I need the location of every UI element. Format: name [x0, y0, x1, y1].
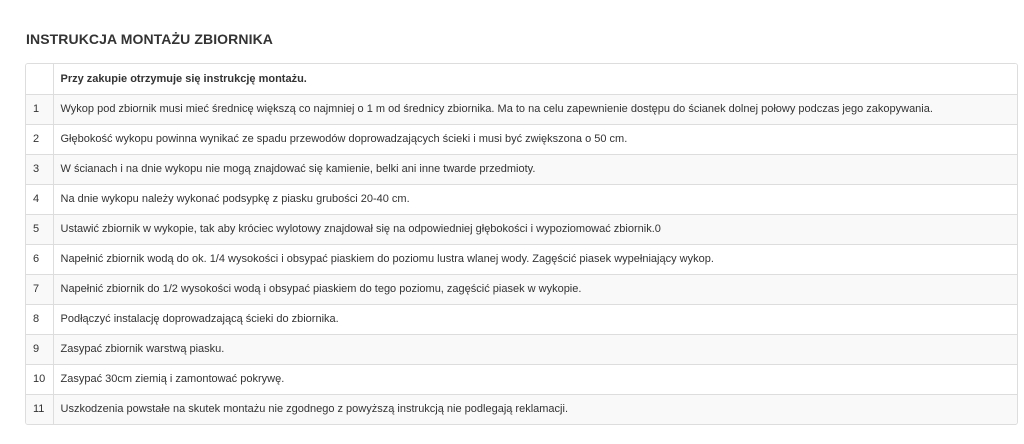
row-text: Ustawić zbiornik w wykopie, tak aby króciec wylotowy znajdował się na odpowiedniej głębokości i wypoziomować zbiornik.0 — [53, 214, 1017, 244]
table-header-row — [26, 64, 1017, 94]
row-text: Napełnić zbiornik wodą do ok. 1/4 wysokości i obsypać piaskiem do poziomu lustra wlanej wody. Zagęścić piasek wypełniający wykop. — [53, 244, 1017, 274]
row-number: 6 — [26, 244, 53, 274]
table-row — [26, 274, 1017, 304]
row-text: Wykop pod zbiornik musi mieć średnicę większą co najmniej o 1 m od średnicy zbiornika. Ma to na celu zapewnienie dostępu do ścianek dolnej połowy podczas jego zakopywania. — [53, 94, 1017, 124]
table-row — [26, 94, 1017, 124]
row-number: 3 — [26, 154, 53, 184]
page-title: INSTRUKCJA MONTAŻU ZBIORNIKA — [26, 31, 274, 47]
row-number: 7 — [26, 274, 53, 304]
table-row — [26, 304, 1017, 334]
row-number: 11 — [26, 394, 53, 424]
row-text: Uszkodzenia powstałe na skutek montażu nie zgodnego z powyższą instrukcją nie podlegają reklamacji. — [53, 394, 1017, 424]
table-row — [26, 154, 1017, 184]
row-text: Głębokość wykopu powinna wynikać ze spadu przewodów doprowadzających ścieki i musi być zwiększona o 50 cm. — [53, 124, 1017, 154]
row-text: Podłączyć instalację doprowadzającą ścieki do zbiornika. — [53, 304, 1017, 334]
table-row — [26, 184, 1017, 214]
row-number: 9 — [26, 334, 53, 364]
row-number: 8 — [26, 304, 53, 334]
table-row — [26, 394, 1017, 424]
table-row — [26, 364, 1017, 394]
table-row — [26, 334, 1017, 364]
row-text: Zasypać 30cm ziemią i zamontować pokrywę. — [53, 364, 1017, 394]
row-number: 1 — [26, 94, 53, 124]
row-text: Zasypać zbiornik warstwą piasku. — [53, 334, 1017, 364]
header-text-cell: Przy zakupie otrzymuje się instrukcję montażu. — [60, 72, 307, 85]
row-text: W ścianach i na dnie wykopu nie mogą znajdować się kamienie, belki ani inne twarde przedmioty. — [53, 154, 1017, 184]
table-row — [26, 244, 1017, 274]
instructions-table-container — [25, 63, 1018, 425]
instructions-table — [26, 64, 1017, 424]
table-row — [26, 124, 1017, 154]
table-row — [26, 214, 1017, 244]
header-number-cell — [26, 64, 53, 94]
row-text: Napełnić zbiornik do 1/2 wysokości wodą i obsypać piaskiem do tego poziomu, zagęścić piasek w wykopie. — [53, 274, 1017, 304]
row-number: 10 — [26, 364, 53, 394]
row-number: 4 — [26, 184, 53, 214]
row-number: 2 — [26, 124, 53, 154]
row-text: Na dnie wykopu należy wykonać podsypkę z piasku grubości 20-40 cm. — [53, 184, 1017, 214]
row-number: 5 — [26, 214, 53, 244]
